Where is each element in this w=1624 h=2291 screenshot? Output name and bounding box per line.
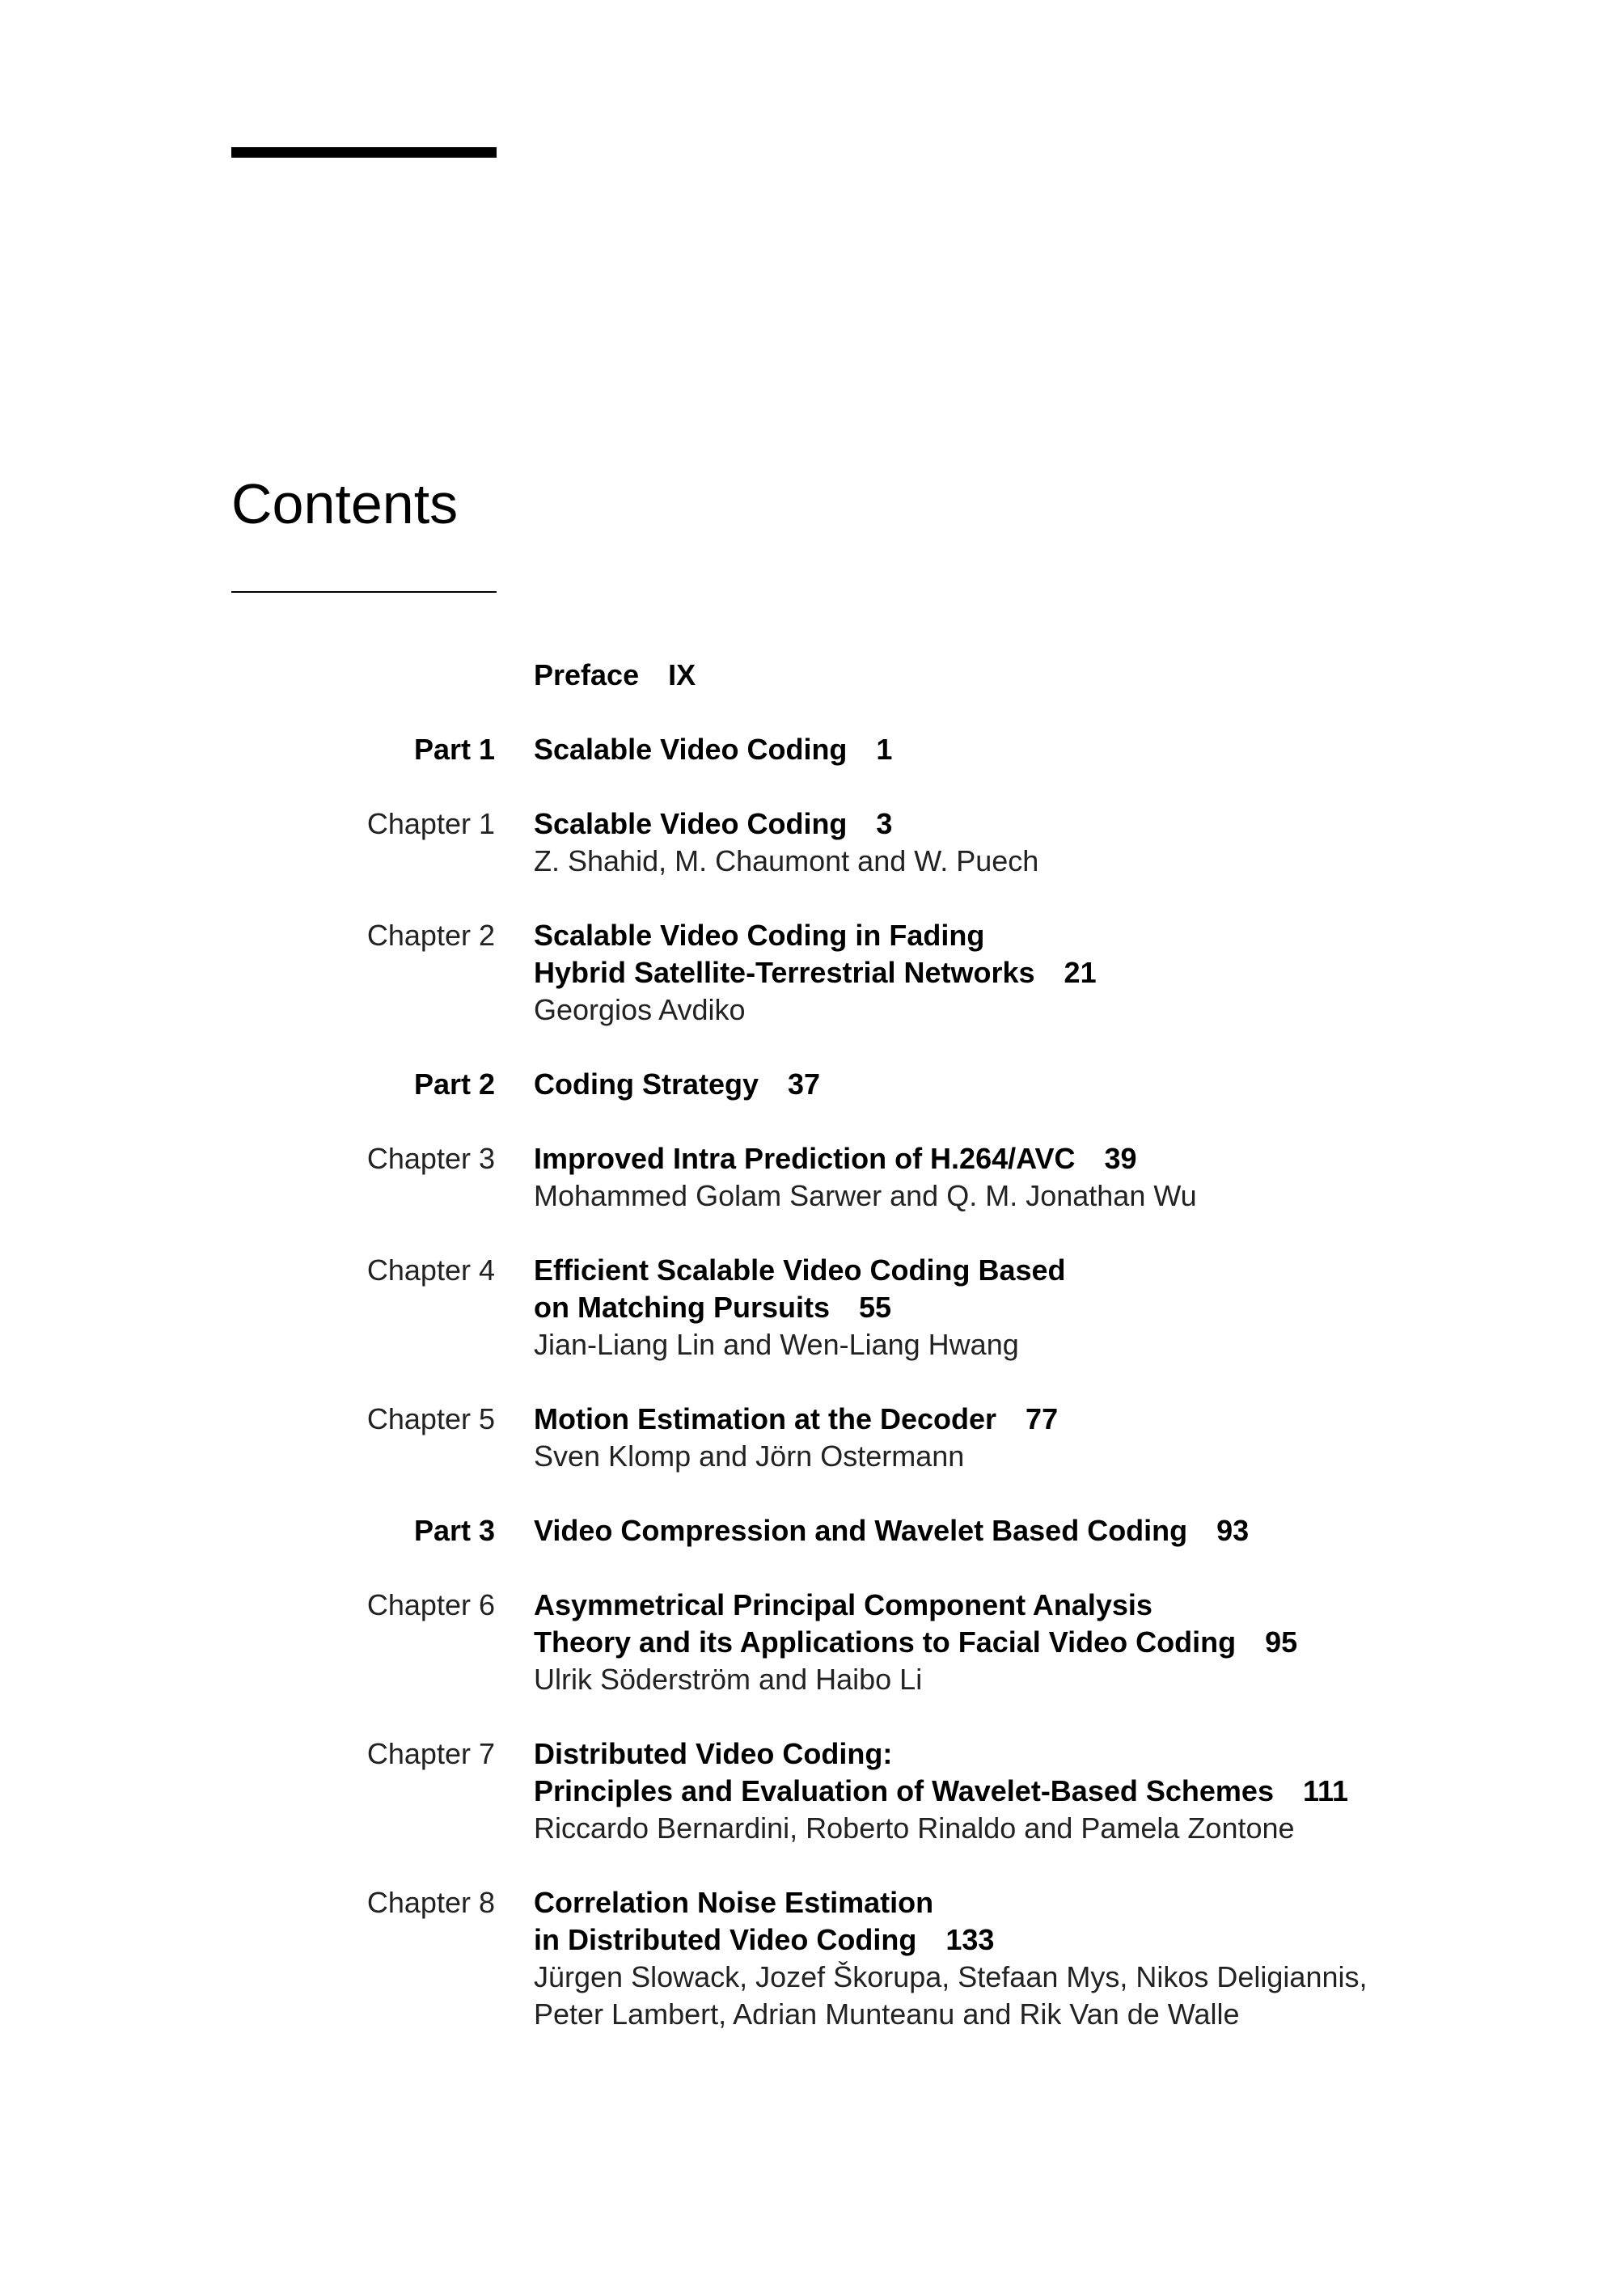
entry-title[interactable]: in Distributed Video Coding 133: [534, 1923, 995, 1956]
entry-authors: Jürgen Slowack, Jozef Škorupa, Stefaan Mys, Nikos Deligiannis,: [534, 1960, 1368, 1993]
toc-entry[interactable]: [0, 1884, 1624, 2033]
chapter-label: Chapter 3: [366, 1142, 495, 1175]
entry-body: [534, 1066, 1423, 1103]
entry-body: [534, 805, 1423, 880]
entry-body: [534, 731, 1423, 768]
entry-title[interactable]: Hybrid Satellite-Terrestrial Networks 21: [534, 956, 1097, 989]
chapter-label: Chapter 8: [366, 1886, 495, 1919]
chapter-label: Chapter 7: [366, 1737, 495, 1770]
entry-authors: Mohammed Golam Sarwer and Q. M. Jonathan Wu: [534, 1179, 1197, 1212]
toc-entry[interactable]: [0, 1401, 1624, 1475]
toc-entry[interactable]: [0, 1512, 1624, 1549]
entry-title[interactable]: Improved Intra Prediction of H.264/AVC 39: [534, 1142, 1137, 1175]
entry-body: [534, 1401, 1423, 1475]
entry-authors: Riccardo Bernardini, Roberto Rinaldo and Pamela Zontone: [534, 1811, 1295, 1845]
toc-entry[interactable]: [0, 1066, 1624, 1103]
toc-entry[interactable]: [0, 1140, 1624, 1215]
page-number: 133: [945, 1923, 995, 1956]
chapter-label: Chapter 5: [366, 1402, 495, 1435]
toc-entry[interactable]: [0, 805, 1624, 880]
chapter-label: Chapter 2: [366, 919, 495, 952]
entry-authors: Sven Klomp and Jörn Ostermann: [534, 1439, 965, 1473]
entry-body: [534, 1512, 1423, 1549]
page-number: 39: [1104, 1142, 1137, 1175]
table-of-contents: [0, 657, 1624, 2033]
toc-entry[interactable]: [0, 917, 1624, 1029]
entry-authors: Georgios Avdiko: [534, 993, 746, 1026]
entry-title[interactable]: Motion Estimation at the Decoder 77: [534, 1402, 1059, 1435]
part-label: Part 1: [413, 733, 495, 766]
entry-title[interactable]: Principles and Evaluation of Wavelet-Based Schemes 111: [534, 1774, 1349, 1807]
page-number: IX: [668, 658, 696, 691]
entry-title[interactable]: Correlation Noise Estimation: [534, 1886, 934, 1919]
page-number: 37: [788, 1067, 821, 1101]
entry-title[interactable]: Theory and its Applications to Facial Video Coding 95: [534, 1625, 1298, 1659]
entry-title[interactable]: Asymmetrical Principal Component Analysis: [534, 1588, 1152, 1621]
chapter-label: Chapter 6: [366, 1588, 495, 1621]
page-number: 111: [1302, 1774, 1349, 1807]
entry-title[interactable]: Distributed Video Coding:: [534, 1737, 893, 1770]
page-number: 93: [1216, 1514, 1250, 1547]
part-label: Part 3: [413, 1514, 495, 1547]
page-number: 3: [876, 807, 893, 840]
toc-entry[interactable]: [0, 1587, 1624, 1698]
part-label: Part 2: [413, 1067, 495, 1101]
entry-title[interactable]: on Matching Pursuits 55: [534, 1291, 892, 1324]
entry-authors: Ulrik Söderström and Haibo Li: [534, 1663, 923, 1696]
entry-title[interactable]: Efficient Scalable Video Coding Based: [534, 1253, 1066, 1287]
entry-body: [534, 1140, 1423, 1215]
entry-body: [534, 1735, 1423, 1847]
page-number: 95: [1265, 1625, 1298, 1659]
page-title: Contents: [231, 472, 459, 535]
toc-entry[interactable]: [0, 657, 1624, 694]
entry-body: [534, 657, 1423, 694]
page-number: 55: [859, 1291, 892, 1324]
chapter-label: Chapter 4: [366, 1253, 495, 1287]
entry-authors: Peter Lambert, Adrian Munteanu and Rik Van de Walle: [534, 1997, 1240, 2031]
entry-body: [534, 1587, 1423, 1698]
top-rule: [231, 147, 497, 158]
entry-title[interactable]: Scalable Video Coding in Fading: [534, 919, 985, 952]
entry-title[interactable]: Preface IX: [534, 658, 696, 691]
title-rule: [231, 591, 497, 593]
toc-entry[interactable]: [0, 731, 1624, 768]
entry-body: [534, 1252, 1423, 1363]
page-number: 1: [876, 733, 893, 766]
entry-authors: Jian-Liang Lin and Wen-Liang Hwang: [534, 1328, 1019, 1361]
chapter-label: Chapter 1: [366, 807, 495, 840]
toc-entry[interactable]: [0, 1735, 1624, 1847]
entry-title[interactable]: Scalable Video Coding 3: [534, 807, 893, 840]
entry-body: [534, 1884, 1423, 2033]
entry-title[interactable]: Coding Strategy 37: [534, 1067, 821, 1101]
page-number: 21: [1064, 956, 1097, 989]
entry-authors: Z. Shahid, M. Chaumont and W. Puech: [534, 844, 1039, 877]
entry-title[interactable]: Video Compression and Wavelet Based Coding 93: [534, 1514, 1250, 1547]
entry-title[interactable]: Scalable Video Coding 1: [534, 733, 893, 766]
entry-body: [534, 917, 1423, 1029]
page-number: 77: [1026, 1402, 1059, 1435]
toc-entry[interactable]: [0, 1252, 1624, 1363]
